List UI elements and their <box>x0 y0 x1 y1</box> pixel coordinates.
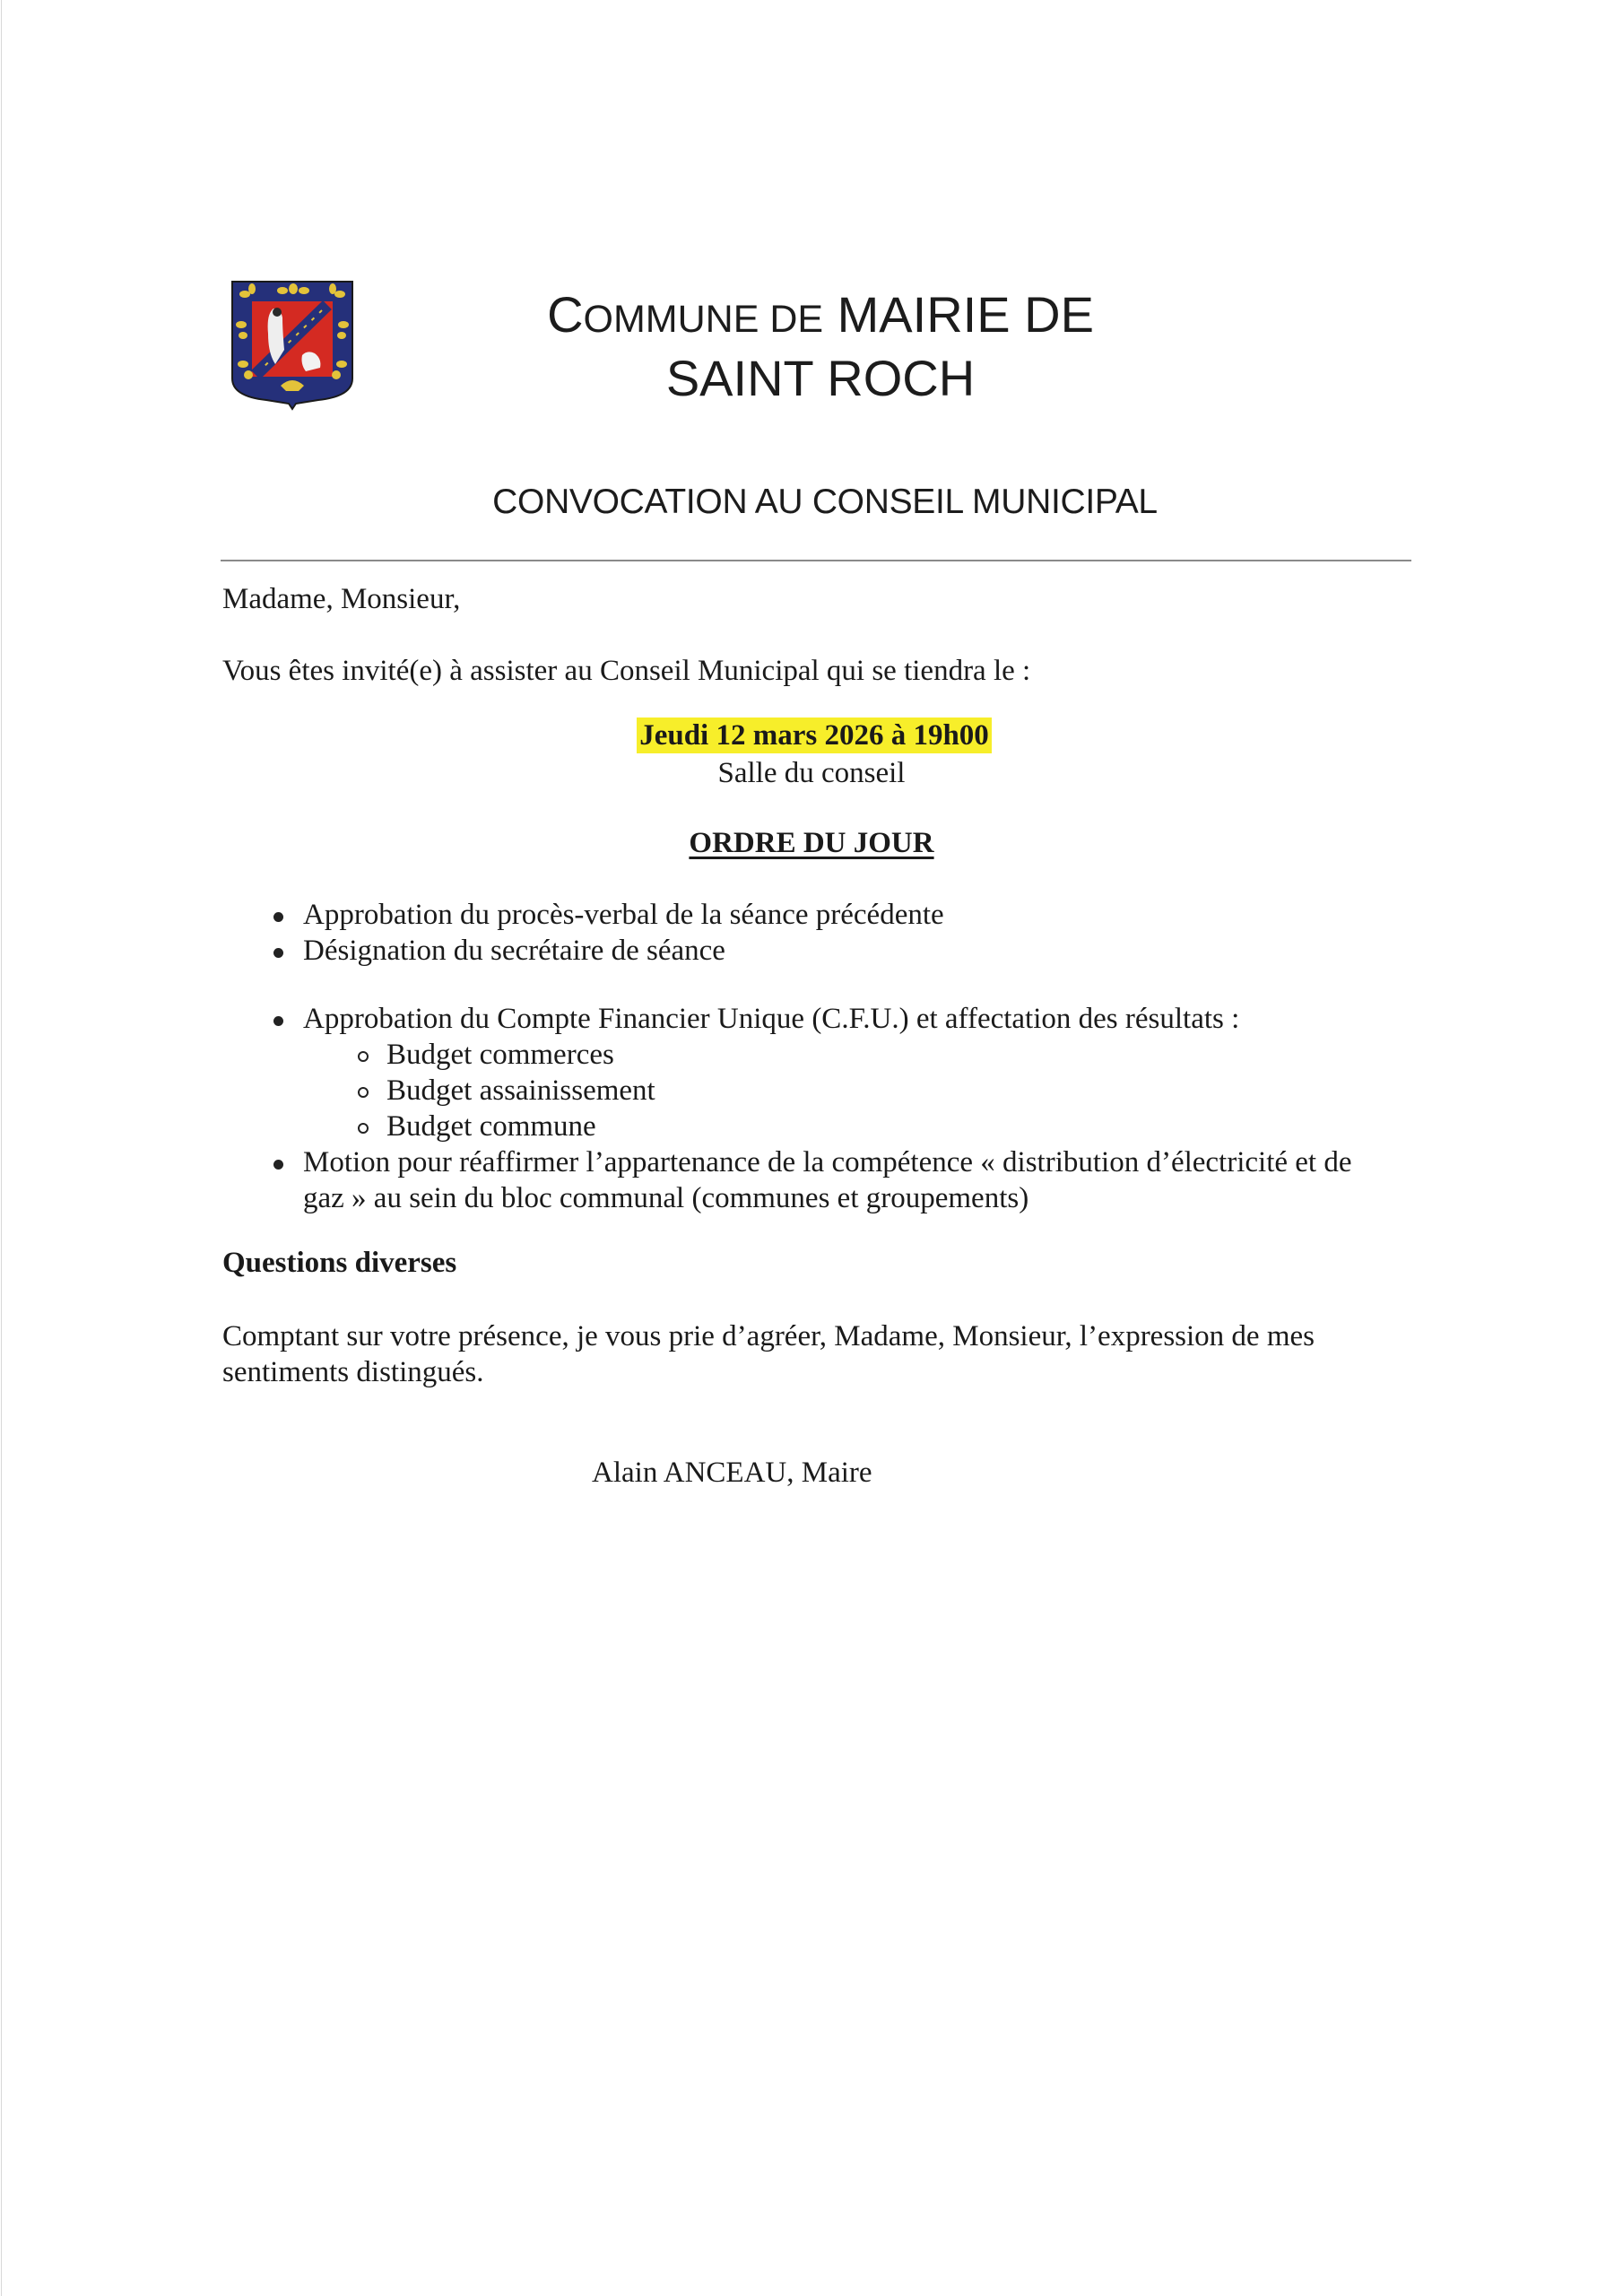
bullet-icon <box>273 1016 283 1026</box>
agenda-item <box>303 1144 1351 1180</box>
circle-bullet-icon <box>358 1123 369 1134</box>
agenda-item <box>303 1001 1239 1037</box>
circle-bullet-icon <box>358 1087 369 1098</box>
page-title <box>502 285 1139 408</box>
agenda-item <box>303 897 944 933</box>
bullet-icon <box>273 948 283 958</box>
bullet-icon <box>273 912 283 922</box>
agenda-item-text: Approbation du procès-verbal de la séance précédente <box>303 899 944 931</box>
title-mairie: MAIRIE DE <box>837 286 1094 343</box>
agenda-item-text-line-1: Motion pour réaffirmer l’appartenance de la compétence « distribution d’électricité et de <box>303 1146 1352 1178</box>
agenda-subitem <box>386 1073 655 1109</box>
scan-edge-line <box>1 0 2 2296</box>
agenda-item-continuation <box>303 1180 1028 1216</box>
title-line-2: SAINT ROCH <box>665 350 976 406</box>
circle-bullet-icon <box>358 1051 369 1062</box>
agenda-item-text: Approbation du Compte Financier Unique (C.F.U.) et affectation des résultats : <box>303 1003 1240 1035</box>
title-commune-initial: C <box>547 286 584 343</box>
bullet-icon <box>273 1160 283 1170</box>
agenda-subitem <box>386 1109 596 1144</box>
agenda-item-text-line-2: gaz » au sein du bloc communal (communes et groupements) <box>303 1182 1029 1214</box>
meeting-datetime-highlight: Jeudi 12 mars 2026 à 19h00 <box>637 718 992 753</box>
agenda-subitem-text: Budget commerces <box>386 1039 614 1071</box>
meeting-location: Salle du conseil <box>717 757 906 789</box>
meeting-date-line <box>0 718 1623 753</box>
agenda-item <box>303 933 725 969</box>
signature: Alain ANCEAU, Maire <box>592 1457 872 1489</box>
document-subtitle: CONVOCATION AU CONSEIL MUNICIPAL <box>492 483 1158 521</box>
title-line-1 <box>502 285 1139 349</box>
invitation-text: Vous êtes invité(e) à assister au Conseil Municipal qui se tiendra le : <box>222 655 1031 687</box>
salutation: Madame, Monsieur, <box>222 583 461 615</box>
agenda-title: ORDRE DU JOUR <box>689 827 934 859</box>
header-divider <box>221 560 1411 561</box>
agenda-item-text: Désignation du secrétaire de séance <box>303 935 725 967</box>
title-commune-rest: OMMUNE DE <box>583 298 824 341</box>
closing-paragraph: Comptant sur votre présence, je vous prie d’agréer, Madame, Monsieur, l’expression de mes sentiments distingués. <box>222 1320 1315 1388</box>
coat-of-arms-icon <box>229 278 356 411</box>
agenda-subitem <box>386 1037 614 1073</box>
agenda-subitem-text: Budget assainissement <box>386 1074 655 1107</box>
questions-heading: Questions diverses <box>222 1247 457 1279</box>
agenda-subitem-text: Budget commune <box>386 1110 596 1143</box>
